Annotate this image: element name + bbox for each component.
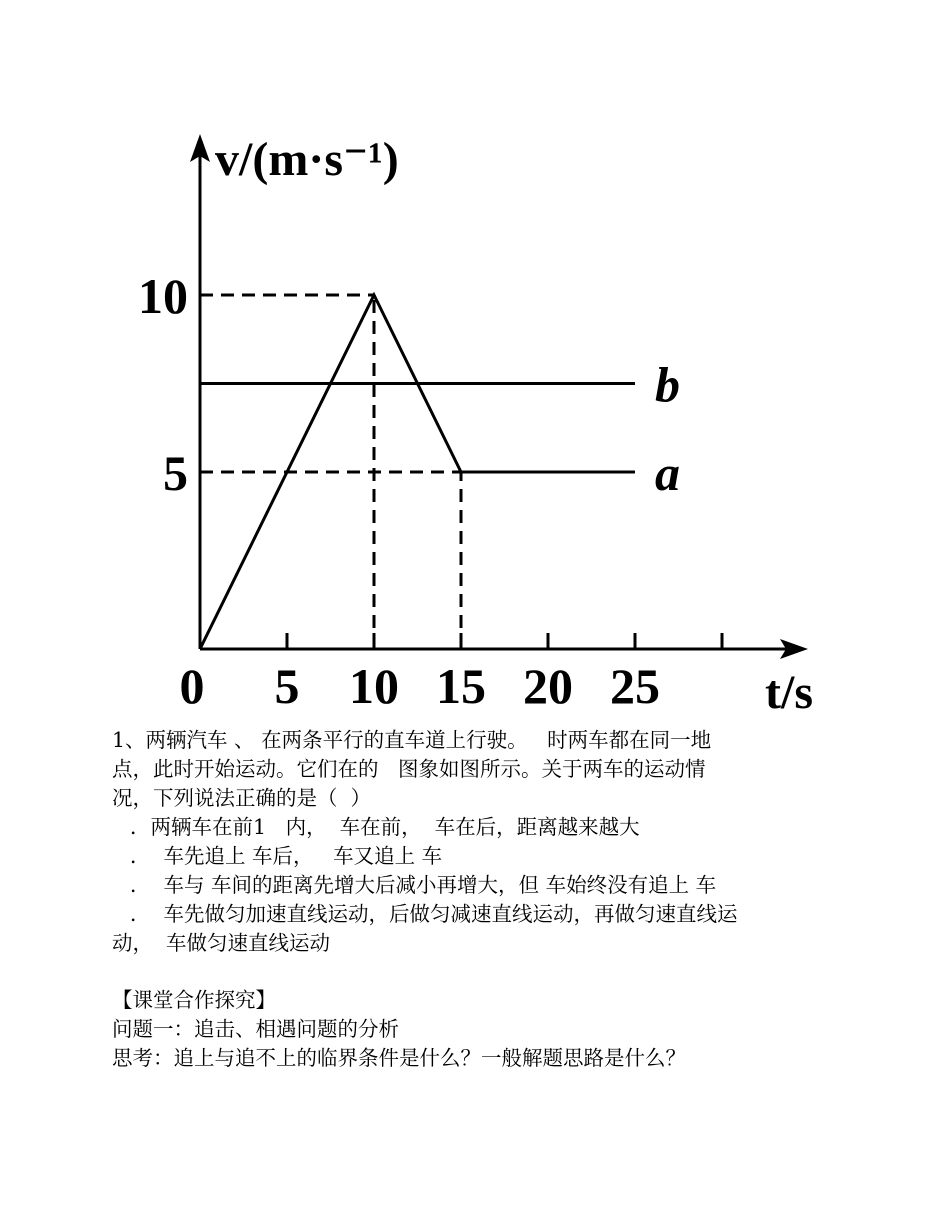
- reference-lines: [200, 295, 461, 649]
- problem-title: 问题一：追击、相遇问题的分析: [112, 1017, 399, 1041]
- y-tick-label: 5: [163, 445, 188, 501]
- option-b: ． 车先追上 车后， 车又追上 车: [130, 844, 443, 868]
- x-tick-label: 20: [523, 658, 573, 714]
- x-tick-label: 25: [610, 658, 660, 714]
- option-c: ． 车与 车间的距离先增大后减小再增大，但 车始终没有追上 车: [130, 873, 717, 897]
- question-line: 点，此时开始运动。它们在的 图象如图所示。关于两车的运动情: [112, 757, 706, 781]
- series-label-a: a: [655, 445, 680, 501]
- x-tick-label: 10: [349, 658, 399, 714]
- axes: [190, 134, 808, 659]
- section-heading: 【课堂合作探究】: [112, 988, 276, 1012]
- x-axis-title: t/s: [765, 666, 813, 719]
- cooperation-section: [112, 986, 832, 1073]
- option-d: ． 车先做匀加速直线运动，后做匀减速直线运动，再做匀速直线运: [130, 902, 738, 926]
- x-tick-label: 15: [436, 658, 486, 714]
- question-block: [112, 726, 832, 958]
- option-a: ．两辆车在前1 内， 车在前， 车在后，距离越来越大: [130, 815, 640, 839]
- series-label-b: b: [655, 356, 680, 413]
- question-line: 1、两辆汽车 、 在两条平行的直车道上行驶。 时两车都在同一地: [112, 728, 712, 752]
- chart-labels: [138, 133, 813, 719]
- y-tick-label: 10: [138, 268, 188, 324]
- y-axis-title: v/(m·s⁻¹): [215, 133, 399, 186]
- x-tick-label: 0: [179, 658, 205, 714]
- x-tick-label: 5: [274, 658, 300, 714]
- think-prompt: 思考：追上与追不上的临界条件是什么？一般解题思路是什么？: [112, 1046, 686, 1070]
- option-d-continuation: 动， 车做匀速直线运动: [112, 931, 331, 955]
- question-line: 况，下列说法正确的是（ ）: [112, 786, 372, 810]
